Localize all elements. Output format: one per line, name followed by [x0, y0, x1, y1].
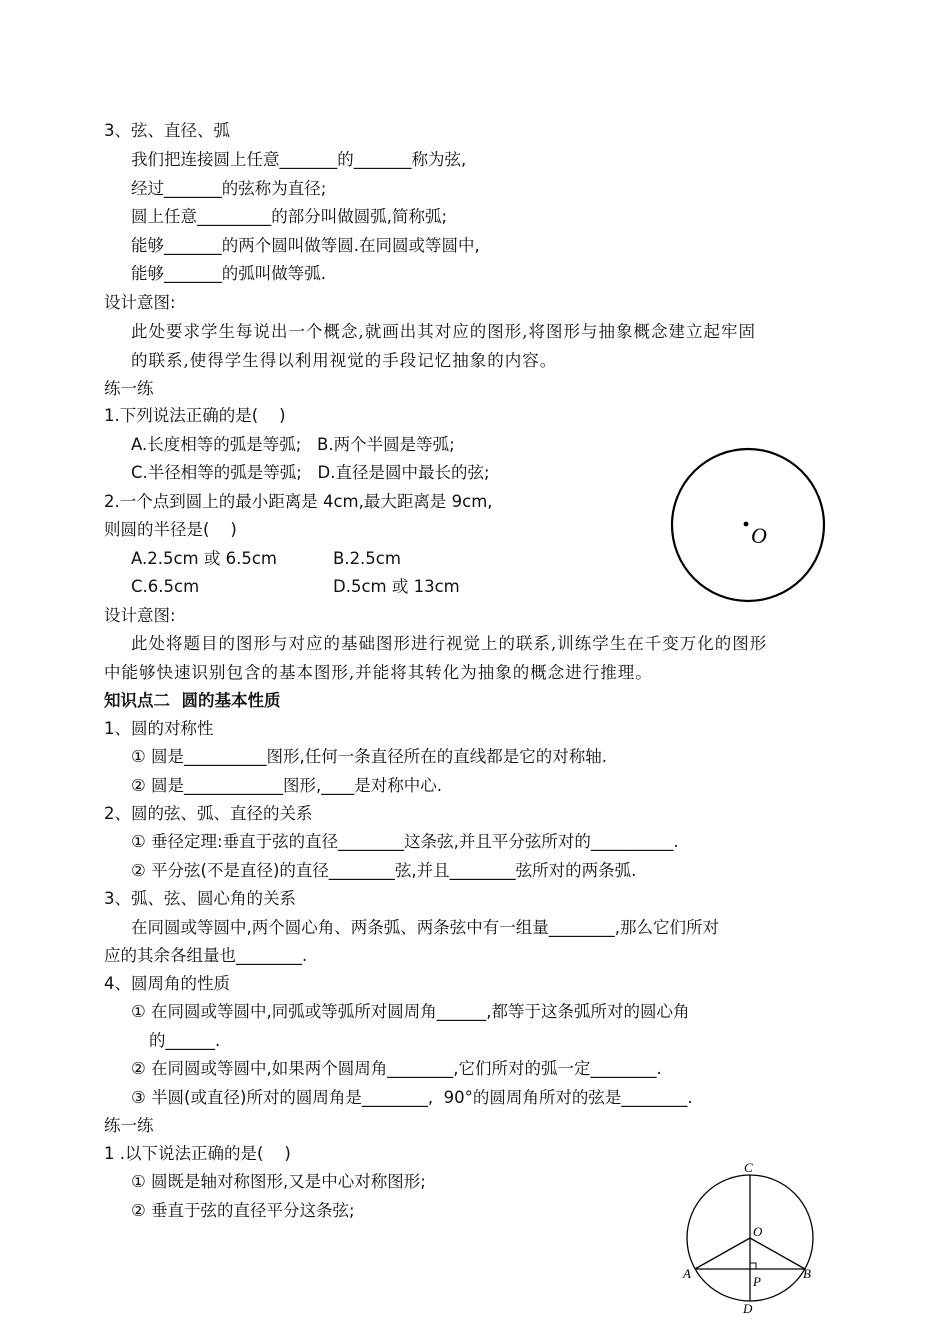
circle-diagram: [676, 1156, 824, 1316]
option-b: B.2.5cm: [333, 549, 401, 568]
question: 则圆的半径是( ): [104, 520, 237, 539]
text-line: 能够_______的两个圆叫做等圆.在同圆或等圆中,: [131, 236, 480, 255]
option-a: A.2.5cm 或 6.5cm: [131, 549, 278, 568]
label-p: P: [753, 1274, 761, 1289]
design-label: 设计意图:: [104, 606, 176, 625]
radius-ob: [750, 1238, 805, 1269]
design-text: 此处将题目的图形与对应的基础图形进行视觉上的联系,训练学生在千变万化的图形: [131, 634, 768, 653]
label-b: B: [803, 1266, 811, 1281]
text-line: 圆上任意_________的部分叫做圆弧,简称弧;: [131, 207, 448, 226]
knowledge-title: 知识点二 圆的基本性质: [104, 691, 281, 710]
item-line: 的______.: [149, 1031, 221, 1050]
text-line: 在同圆或等圆中,两个圆心角、两条弧、两条弦中有一组量________,那么它们所对: [131, 918, 719, 937]
option-line: C.半径相等的弧是等弧; D.直径是圆中最长的弦;: [131, 463, 490, 482]
item-line: ① 圆既是轴对称图形,又是中心对称图形;: [131, 1172, 426, 1191]
label-a: A: [683, 1266, 691, 1281]
practice-title: 练一练: [104, 1116, 154, 1135]
design-text: 的联系,使得学生得以利用视觉的手段记忆抽象的内容。: [131, 351, 558, 370]
item-line: ① 圆是__________图形,任何一条直径所在的直线都是它的对称轴.: [131, 747, 608, 766]
practice-title: 练一练: [104, 379, 154, 398]
section-heading: 3、弦、直径、弧: [104, 121, 230, 140]
item-line: ② 圆是____________图形,____是对称中心.: [131, 776, 443, 795]
item-line: ② 平分弦(不是直径)的直径________弦,并且________弦所对的两条弧.: [131, 861, 637, 880]
design-text: 此处要求学生每说出一个概念,就画出其对应的图形,将图形与抽象概念建立起牢固: [131, 322, 756, 341]
section-heading: 3、弧、弦、圆心角的关系: [104, 889, 296, 908]
section-heading: 1、圆的对称性: [104, 719, 214, 738]
item-line: ② 在同圆或等圆中,如果两个圆周角________,它们所对的弧一定________.: [131, 1059, 662, 1078]
circle-figure: [665, 446, 835, 611]
item-line: ② 垂直于弦的直径平分这条弦;: [131, 1201, 355, 1220]
section-heading: 2、圆的弦、弧、直径的关系: [104, 804, 313, 823]
text-line: 应的其余各组量也________.: [104, 946, 308, 965]
design-text: 中能够快速识别包含的基本图形,并能将其转化为抽象的概念进行推理。: [104, 663, 653, 682]
right-angle-mark: [750, 1263, 756, 1269]
center-label: O: [751, 523, 767, 548]
label-c: C: [744, 1160, 753, 1175]
label-o: O: [753, 1224, 763, 1239]
item-line: ③ 半圆(或直径)所对的圆周角是________, 90°的圆周角所对的弦是________.: [131, 1088, 693, 1107]
radius-oa: [695, 1238, 750, 1269]
option-c: C.6.5cm: [131, 577, 200, 596]
text-line: 经过_______的弦称为直径;: [131, 179, 327, 198]
text-line: 能够_______的弧叫做等弧.: [131, 264, 326, 283]
item-line: ① 在同圆或等圆中,同弧或等弧所对圆周角______,都等于这条弧所对的圆心角: [131, 1002, 690, 1021]
question: 1.下列说法正确的是( ): [104, 406, 286, 425]
question: 2.一个点到圆上的最小距离是 4cm,最大距离是 9cm,: [104, 492, 493, 511]
center-point: [744, 522, 749, 527]
section-heading: 4、圆周角的性质: [104, 974, 230, 993]
item-line: ① 垂径定理:垂直于弦的直径________这条弦,并且平分弦所对的__________.: [131, 832, 679, 851]
option-d: D.5cm 或 13cm: [333, 577, 460, 596]
text-line: 我们把连接圆上任意_______的_______称为弦,: [131, 150, 467, 169]
question: 1 .以下说法正确的是( ): [104, 1144, 291, 1163]
option-line: A.长度相等的弧是等弧; B.两个半圆是等弧;: [131, 435, 455, 454]
design-label: 设计意图:: [104, 293, 176, 312]
label-d: D: [743, 1301, 753, 1316]
